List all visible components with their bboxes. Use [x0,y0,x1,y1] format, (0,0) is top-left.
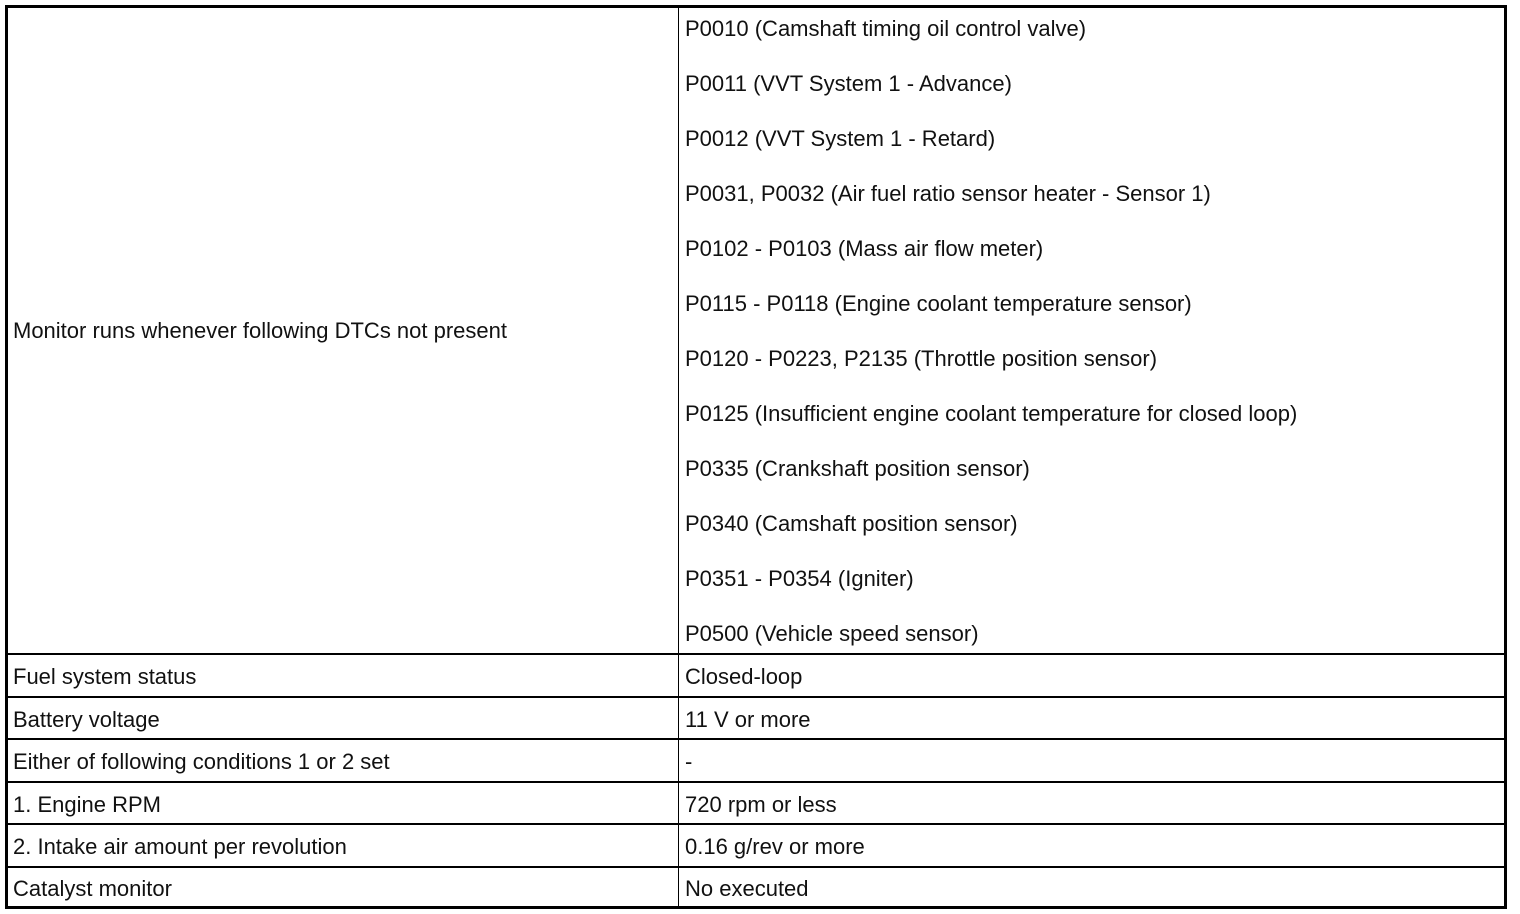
dtc-item: P0011 (VVT System 1 - Advance) [685,71,1012,96]
dtc-item: P0115 - P0118 (Engine coolant temperature sensor) [685,291,1192,316]
dtc-item: P0125 (Insufficient engine coolant temperature for closed loop) [685,401,1298,426]
row-label: 2. Intake air amount per revolution [13,834,347,859]
table-row [8,868,1504,906]
conditions-table [5,5,1507,909]
dtc-item: P0010 (Camshaft timing oil control valve) [685,16,1087,41]
row-value: No executed [685,876,809,901]
table-row [8,740,1504,783]
table-row [8,698,1504,740]
dtc-row-label: Monitor runs whenever following DTCs not present [13,318,508,343]
row-label: Fuel system status [13,664,197,689]
dtc-item: P0351 - P0354 (Igniter) [685,566,914,591]
table-row [8,783,1504,825]
row-value: 720 rpm or less [685,792,837,817]
dtc-item: P0012 (VVT System 1 - Retard) [685,126,996,151]
row-value: 0.16 g/rev or more [685,834,865,859]
dtc-item: P0340 (Camshaft position sensor) [685,511,1018,536]
dtc-item: P0120 - P0223, P2135 (Throttle position sensor) [685,346,1158,371]
row-label: Either of following conditions 1 or 2 set [13,749,390,774]
row-label: 1. Engine RPM [13,792,161,817]
row-label: Battery voltage [13,707,160,732]
dtc-item: P0102 - P0103 (Mass air flow meter) [685,236,1044,261]
row-value: - [685,749,693,774]
dtc-item: P0335 (Crankshaft position sensor) [685,456,1030,481]
table-row-dtc [8,8,1504,655]
row-value: Closed-loop [685,664,803,689]
dtc-item: P0500 (Vehicle speed sensor) [685,621,979,646]
dtc-item: P0031, P0032 (Air fuel ratio sensor heater - Sensor 1) [685,181,1211,206]
row-label: Catalyst monitor [13,876,172,901]
table-row [8,655,1504,698]
table-row [8,825,1504,868]
row-value: 11 V or more [685,707,811,732]
